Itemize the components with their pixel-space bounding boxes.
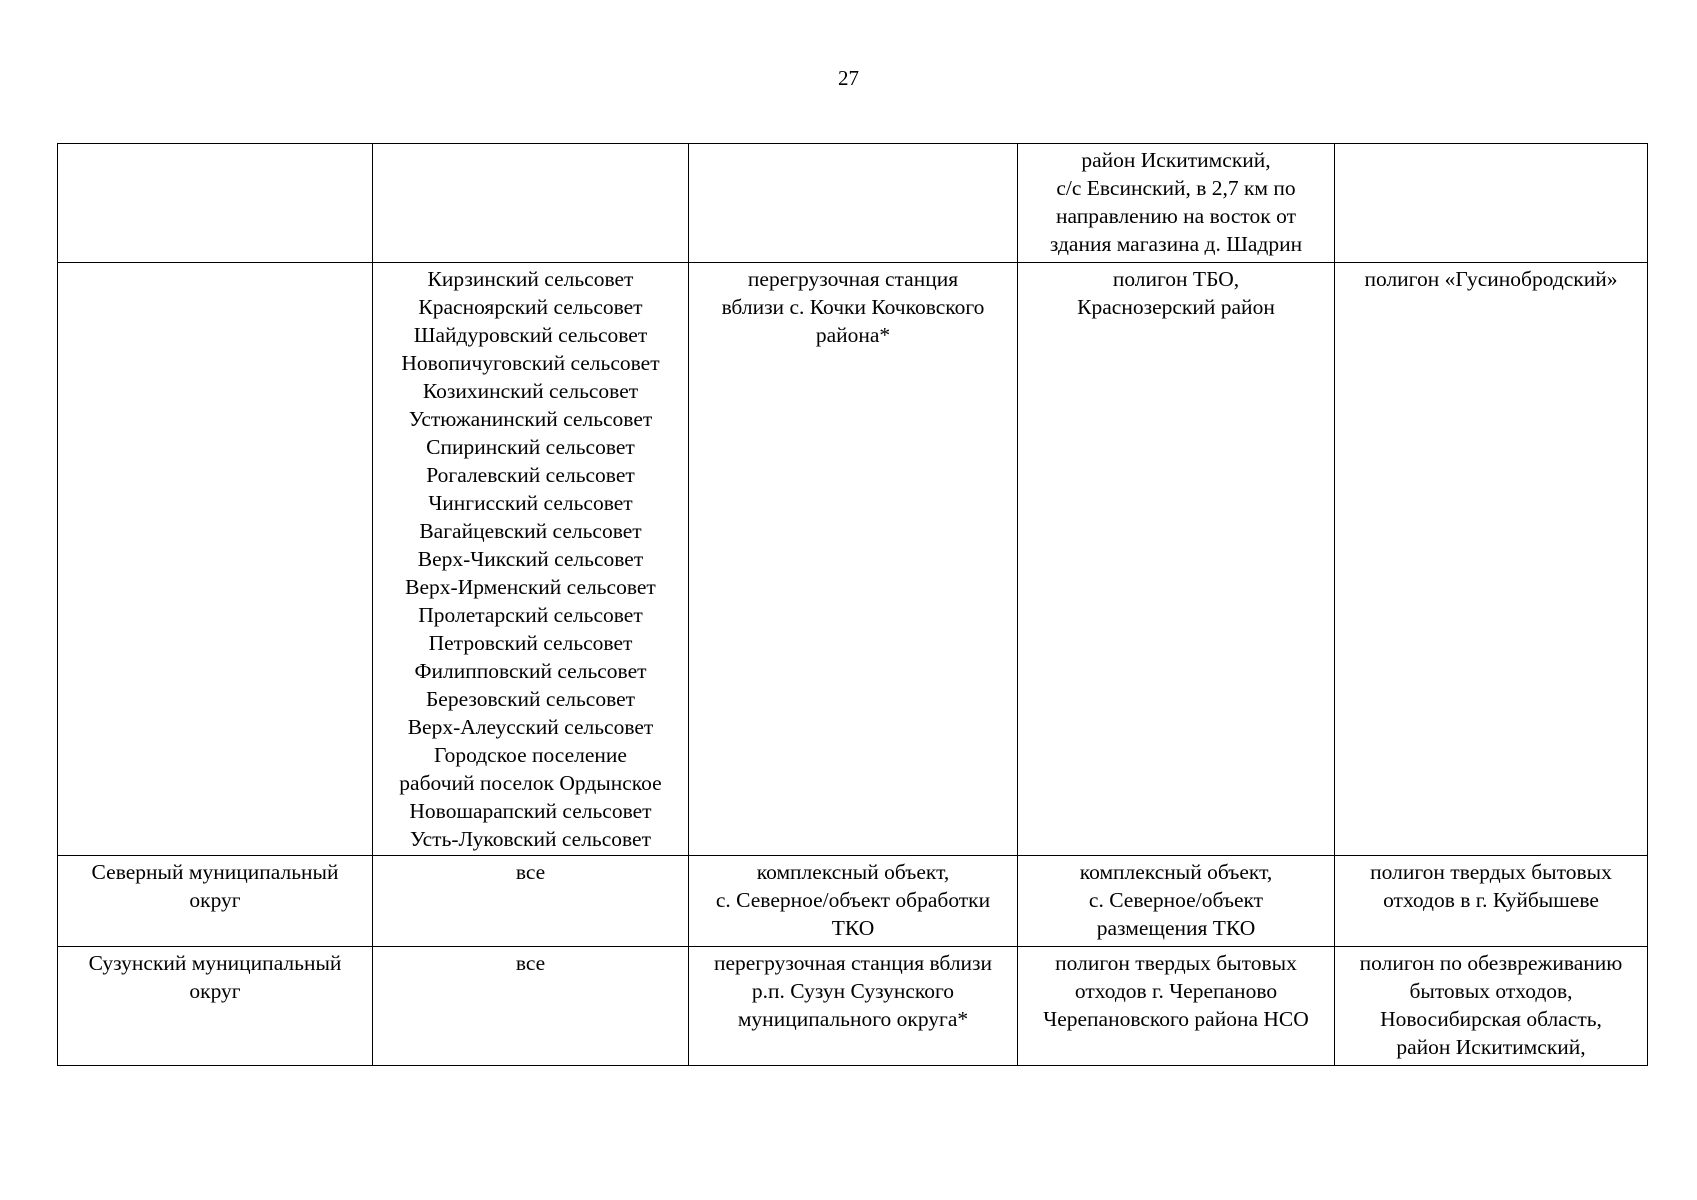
district-cell [58, 947, 373, 1066]
cell-text-line: округ [189, 979, 241, 1003]
cell-text-line: Устюжанинский сельсовет [408, 407, 653, 431]
cell-text-line: перегрузочная станция [747, 267, 959, 291]
cell-text-line: Сузунский муниципальный [88, 951, 342, 975]
cell-text-line: все [515, 951, 546, 975]
cell-text-line: перегрузочная станция вблизи [713, 951, 993, 975]
cell-text-line: полигон твердых бытовых [1055, 951, 1297, 975]
district-cell [58, 263, 373, 856]
table-body [58, 144, 1648, 1066]
cell-text-line: Верх-Ирменский сельсовет [405, 575, 656, 599]
cell-text-line: полигон «Гусинобродский» [1364, 267, 1618, 291]
cell-text-line: Пролетарский сельсовет [418, 603, 643, 627]
processing-facility-cell [1018, 856, 1335, 947]
cell-text-line: Городское поселение [434, 743, 627, 767]
cell-text-line: Чингисский сельсовет [428, 491, 633, 515]
settlements-cell [373, 144, 689, 263]
cell-text-line: Спиринский сельсовет [426, 435, 635, 459]
transfer-station-cell [689, 263, 1018, 856]
cell-text-line: Кирзинский сельсовет [427, 267, 634, 291]
cell-text-line: Петровский сельсовет [428, 631, 633, 655]
cell-text-line: комплексный объект, [756, 860, 950, 884]
cell-text-line: полигон ТБО, [1112, 267, 1240, 291]
cell-text-line: ТКО [831, 916, 875, 940]
cell-text-line: направлению на восток от [1056, 204, 1296, 228]
cell-text-line: Верх-Алеусский сельсовет [407, 715, 654, 739]
table-row [58, 947, 1648, 1066]
table-row [58, 263, 1648, 856]
cell-text-line: Новосибирская область, [1380, 1007, 1602, 1031]
disposal-facility-cell [1335, 856, 1648, 947]
table-row [58, 856, 1648, 947]
cell-text-line: Усть-Луковский сельсовет [410, 827, 651, 851]
settlements-cell [373, 947, 689, 1066]
cell-text-line: Филипповский сельсовет [414, 659, 647, 683]
cell-text-line: полигон по обезвреживанию [1359, 951, 1623, 975]
page-number: 27 [838, 66, 859, 90]
cell-text-line: с. Северное/объект [1088, 888, 1264, 912]
processing-facility-cell [1018, 947, 1335, 1066]
cell-text-line: Краснозерский район [1077, 295, 1275, 319]
table-row [58, 144, 1648, 263]
cell-text-line: Козихинский сельсовет [422, 379, 639, 403]
cell-text-line: Черепановского района НСО [1043, 1007, 1309, 1031]
district-cell [58, 856, 373, 947]
cell-text-line: все [515, 860, 546, 884]
cell-text-line: бытовых отходов, [1409, 979, 1573, 1003]
cell-text-line: размещения ТКО [1096, 916, 1256, 940]
cell-text-line: Новопичуговский сельсовет [401, 351, 660, 375]
cell-text-line: полигон твердых бытовых [1370, 860, 1612, 884]
cell-text-line: муниципального округа* [737, 1007, 969, 1031]
cell-text-line: с. Северное/объект обработки [715, 888, 991, 912]
transfer-station-cell [689, 947, 1018, 1066]
processing-facility-cell [1018, 144, 1335, 263]
district-cell [58, 144, 373, 263]
cell-text-line: р.п. Сузун Сузунского [751, 979, 955, 1003]
settlements-cell [373, 263, 689, 856]
waste-routing-table [57, 143, 1648, 1066]
disposal-facility-cell [1335, 144, 1648, 263]
disposal-facility-cell [1335, 263, 1648, 856]
cell-text-line: Верх-Чикский сельсовет [417, 547, 644, 571]
cell-text-line: Рогалевский сельсовет [426, 463, 635, 487]
cell-text-line: Красноярский сельсовет [418, 295, 643, 319]
settlements-cell [373, 856, 689, 947]
cell-text-line: округ [189, 888, 241, 912]
transfer-station-cell [689, 856, 1018, 947]
cell-text-line: комплексный объект, [1079, 860, 1273, 884]
cell-text-line: район Искитимский, [1396, 1035, 1586, 1059]
cell-text-line: Шайдуровский сельсовет [413, 323, 648, 347]
cell-text-line: района* [815, 323, 891, 347]
cell-text-line: Вагайцевский сельсовет [419, 519, 642, 543]
cell-text-line: рабочий поселок Ордынское [399, 771, 662, 795]
cell-text-line: здания магазина д. Шадрин [1049, 232, 1303, 256]
cell-text-line: Новошарапский сельсовет [409, 799, 652, 823]
cell-text-line: с/с Евсинский, в 2,7 км по [1056, 176, 1296, 200]
processing-facility-cell [1018, 263, 1335, 856]
disposal-facility-cell [1335, 947, 1648, 1066]
cell-text-line: Березовский сельсовет [425, 687, 636, 711]
cell-text-line: Северный муниципальный [91, 860, 339, 884]
transfer-station-cell [689, 144, 1018, 263]
cell-text-line: район Искитимский, [1081, 148, 1271, 172]
cell-text-line: отходов в г. Куйбышеве [1383, 888, 1599, 912]
cell-text-line: вблизи с. Кочки Кочковского [721, 295, 985, 319]
cell-text-line: отходов г. Черепаново [1074, 979, 1278, 1003]
